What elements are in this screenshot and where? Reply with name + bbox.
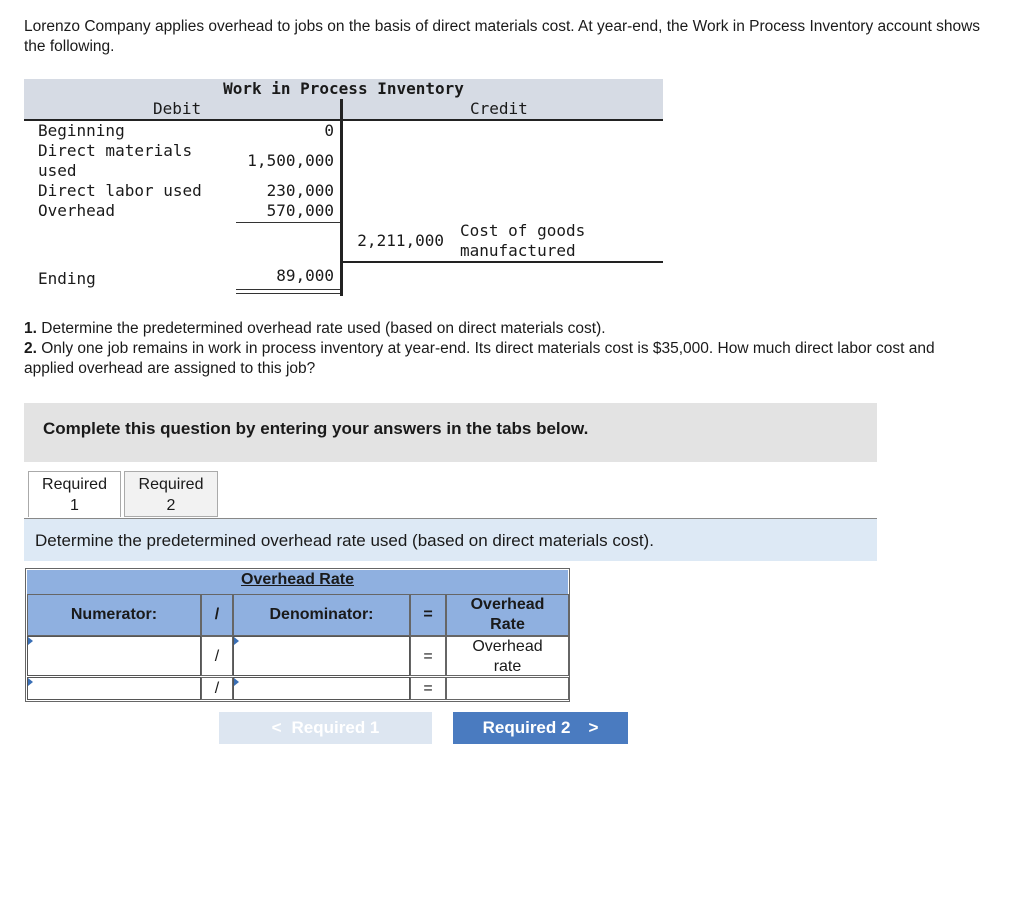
direct-materials-label: Direct materials [38, 141, 193, 160]
credit-description: Cost of goods [460, 221, 586, 240]
overhead-rate-label-line2: rate [493, 658, 522, 675]
direct-labor-value: 230,000 [266, 181, 334, 200]
beginning-label: Beginning [38, 121, 125, 140]
overhead-rate-header-line1: Overhead [470, 596, 545, 613]
credit-value: 2,211,000 [357, 231, 444, 250]
chevron-left-icon: < [271, 718, 282, 737]
tab-required-2-line2: 2 [166, 497, 176, 514]
denominator-input-row1[interactable] [233, 636, 410, 676]
equals-symbol-row1: = [410, 636, 446, 676]
problem-intro: Lorenzo Company applies overhead to jobs on the basis of direct materials cost. At year-end, the Work in Process Inventory account shows the following. [24, 18, 981, 55]
denominator-input-row2[interactable] [233, 677, 410, 700]
divide-symbol-row1: / [201, 636, 233, 676]
ending-double-underline [236, 289, 340, 290]
question-2-text: Only one job remains in work in process inventory at year-end. Its direct materials cost is $35,000. How much direct labor cost and applied overhead are assigned to this job? [24, 340, 935, 377]
question-1-text: Determine the predetermined overhead rate used (based on direct materials cost). [41, 320, 606, 337]
banner-text: Complete this question by entering your answers in the tabs below. [43, 419, 589, 438]
question-2 [24, 339, 984, 379]
previous-button-label: Required 1 [291, 718, 380, 737]
equals-symbol-row2: = [410, 677, 446, 700]
next-button-label: Required 2 [482, 718, 571, 737]
tab-required-2-line1: Required [138, 476, 204, 493]
tab-required-1-line1: Required [42, 476, 107, 493]
debit-sum-line [236, 222, 340, 223]
credit-sum-line [343, 261, 663, 263]
tab-instruction-text: Determine the predetermined overhead rate used (based on direct materials cost). [35, 531, 654, 550]
overhead-value: 570,000 [266, 201, 334, 220]
overhead-rate-result-row2 [446, 677, 569, 700]
t-account-vertical-line [340, 99, 343, 296]
direct-labor-label: Direct labor used [38, 181, 202, 200]
input-marker-icon [28, 637, 33, 645]
denominator-header: Denominator: [233, 594, 410, 636]
input-marker-icon [234, 678, 239, 686]
ending-label: Ending [38, 269, 96, 288]
question-1-number: 1. [24, 320, 37, 337]
overhead-rate-header [446, 594, 569, 636]
overhead-table-title: Overhead Rate [241, 571, 354, 588]
equals-header: = [410, 594, 446, 636]
credit-description-line2: manufactured [460, 241, 576, 260]
input-marker-icon [28, 678, 33, 686]
ending-value: 89,000 [276, 266, 334, 285]
divide-header: / [201, 594, 233, 636]
question-1 [24, 319, 984, 339]
chevron-right-icon: > [588, 718, 599, 737]
tab-required-1-line2: 1 [70, 497, 79, 514]
overhead-rate-label-line1: Overhead [472, 638, 543, 655]
overhead-rate-label-row1 [446, 636, 569, 676]
numerator-header: Numerator: [27, 594, 201, 636]
ending-double-underline-2 [236, 293, 340, 294]
t-account-title: Work in Process Inventory [223, 79, 464, 98]
input-marker-icon [234, 637, 239, 645]
question-list [24, 319, 984, 379]
next-required-2-button[interactable] [453, 712, 628, 744]
divide-symbol-row2: / [201, 677, 233, 700]
credit-label: Credit [470, 99, 528, 118]
question-2-number: 2. [24, 340, 37, 357]
tab-required-1[interactable] [28, 471, 121, 517]
tab-required-2[interactable] [124, 471, 218, 517]
beginning-value: 0 [324, 121, 334, 140]
overhead-rate-header-line2: Rate [490, 616, 525, 633]
numerator-input-row1[interactable] [27, 636, 201, 676]
debit-label: Debit [153, 99, 202, 118]
direct-materials-label-line2: used [38, 161, 77, 180]
previous-required-1-button[interactable] [219, 712, 432, 744]
overhead-label: Overhead [38, 201, 116, 220]
direct-materials-value: 1,500,000 [247, 151, 334, 170]
numerator-input-row2[interactable] [27, 677, 201, 700]
